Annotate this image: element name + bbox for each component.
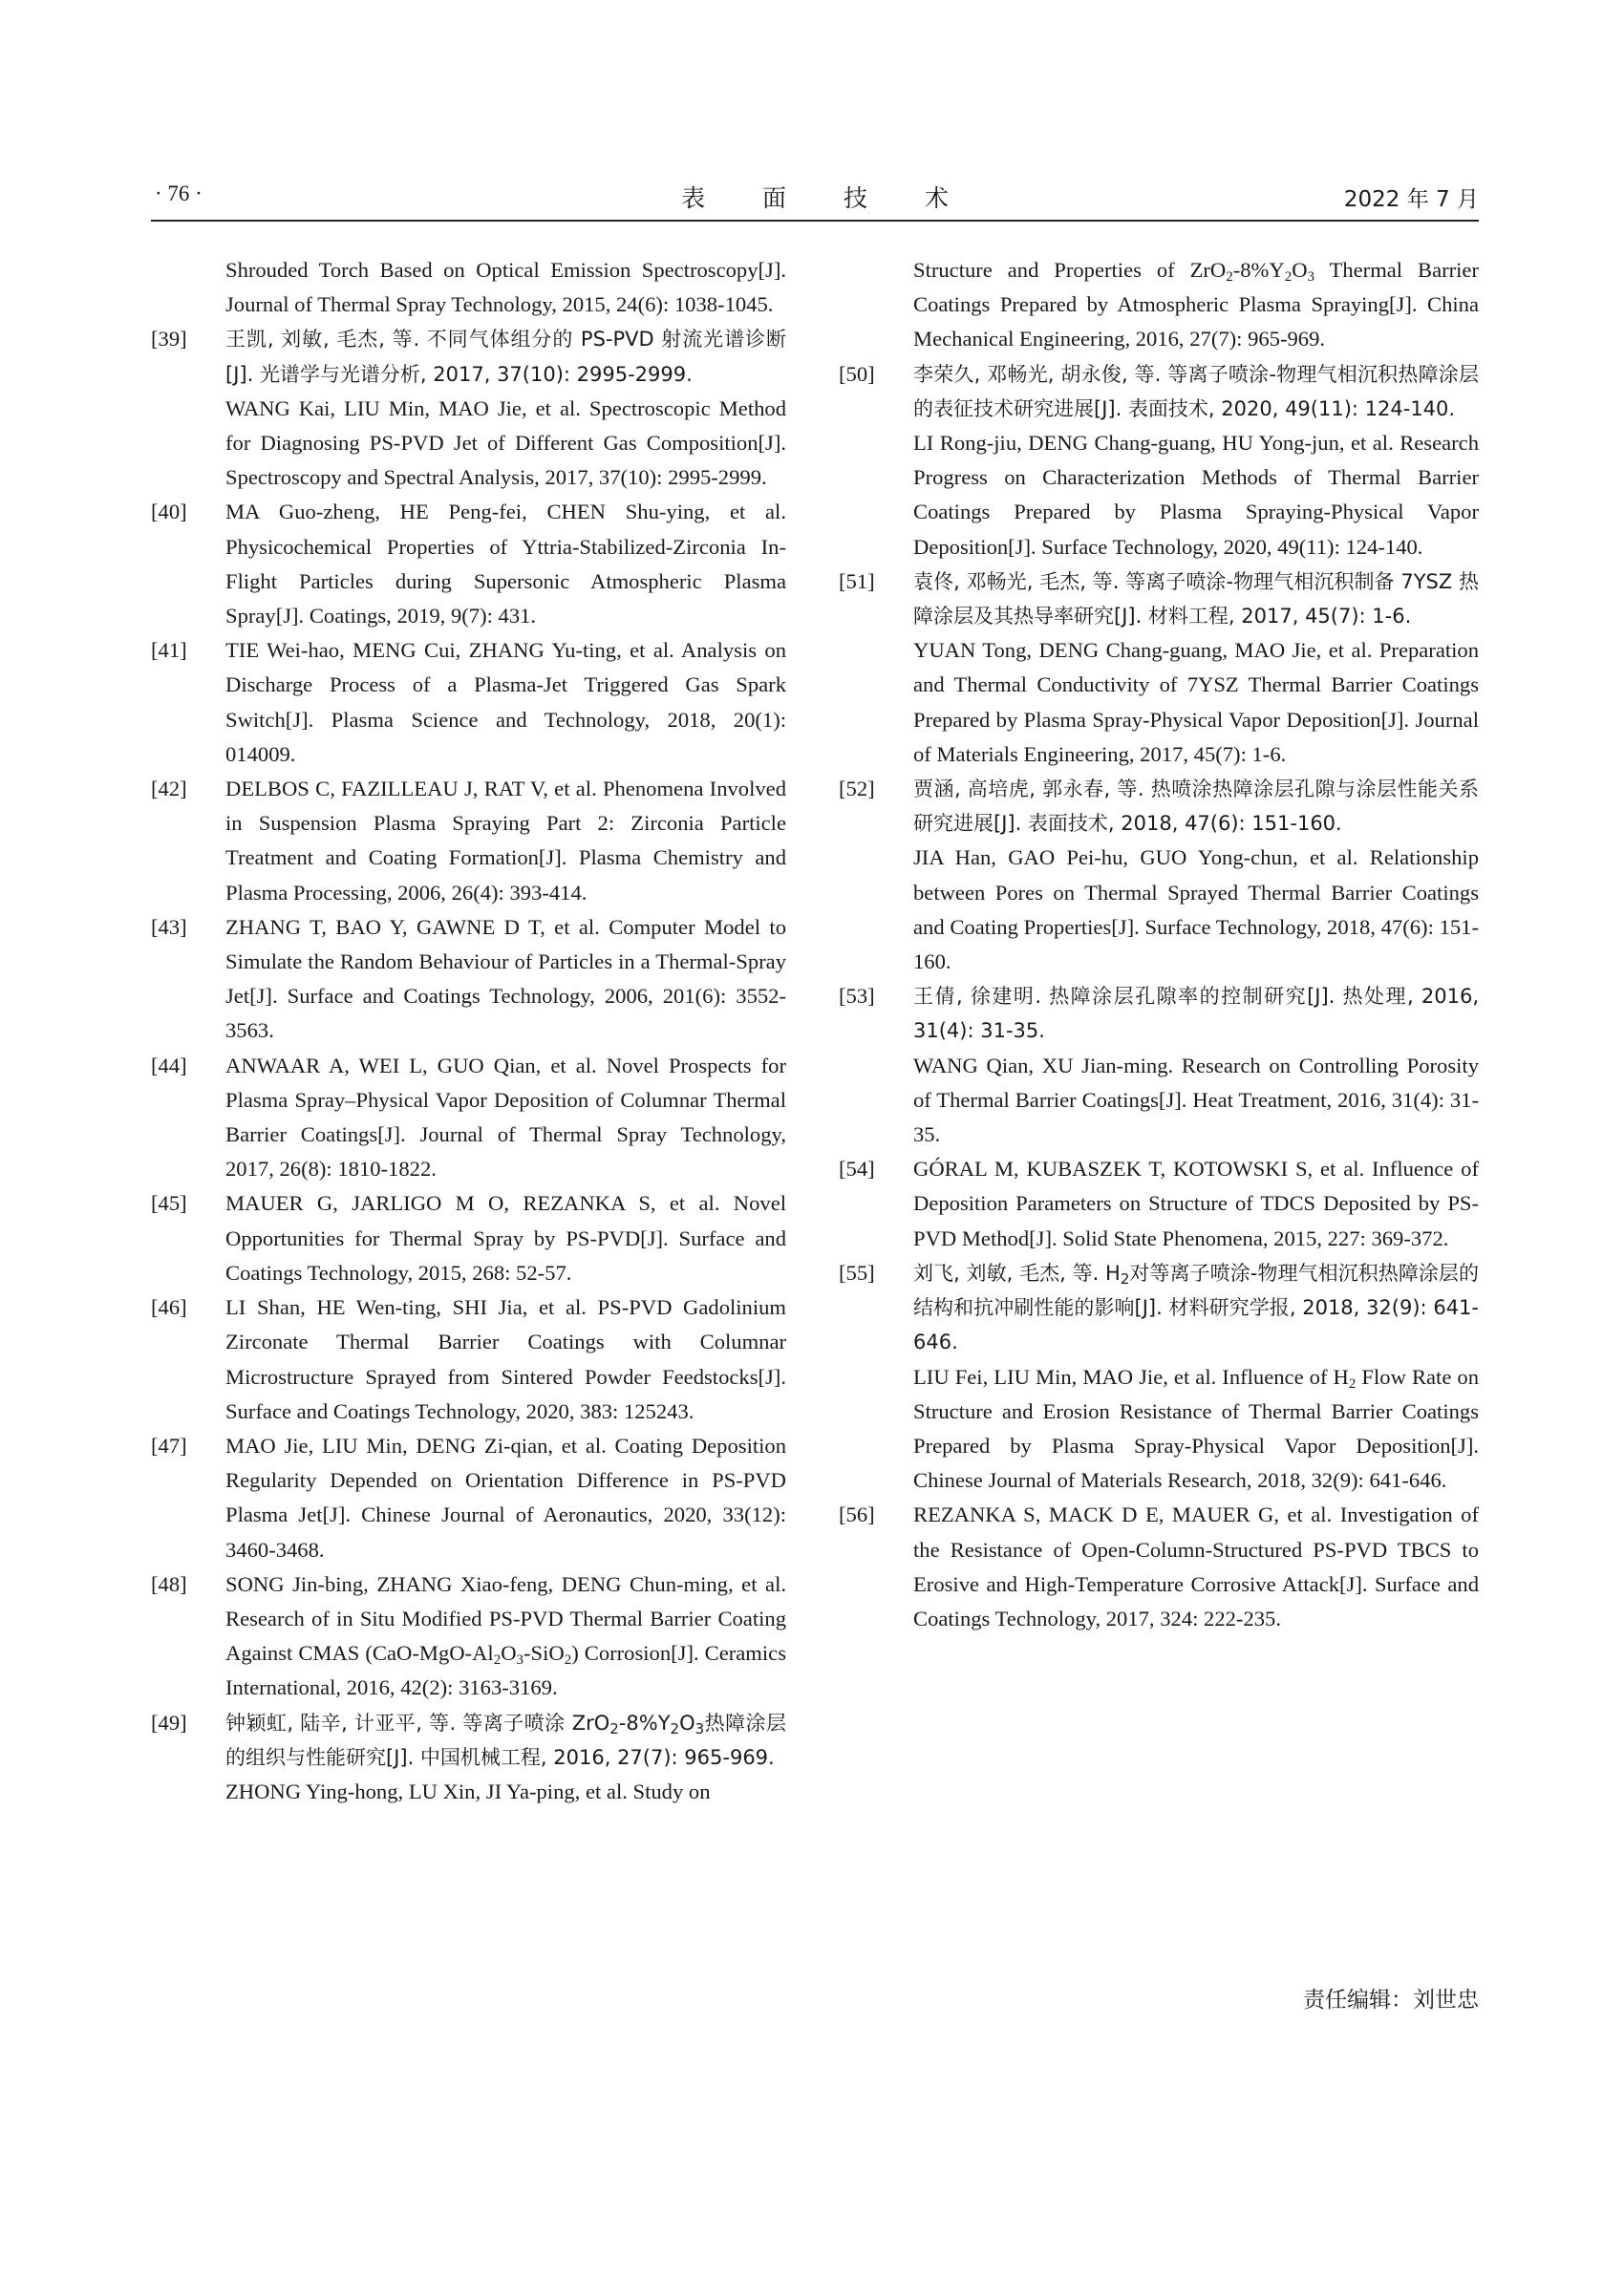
reference-cn: 贾涵, 高培虎, 郭永春, 等. 热喷涂热障涂层孔隙与涂层性能关系研究进展[J]. 表面技术, 2018, 47(6): 151-160. bbox=[913, 778, 1479, 836]
reference-en: LIU Fei, LIU Min, MAO Jie, et al. Influence of $H_2$ Flow Rate on Structure and Erosion Resistance of Thermal Barrier Coatings Prepared by Plasma Spray-Physical Vapor Deposition[J]. Chinese Journal of Materials Research, 2018, 32(9): 641-646. bbox=[913, 1364, 1480, 1493]
reference-number: [56] bbox=[839, 1502, 875, 1527]
reference-continuation: Structure and Properties of $ZrO_2-8\%Y_2O_3$ Thermal Barrier Coatings Prepared by Atmospheric Plasma Spraying[J]. China Mechanical Engineering, 2016, 27(7): 965-969. bbox=[913, 258, 1479, 352]
reference-en: WANG Kai, LIU Min, MAO Jie, et al. Spectroscopic Method for Diagnosing PS-PVD Jet of Different Gas Composition[J]. Spectroscopy and Spectral Analysis, 2017, 37(10): 2995-2999. bbox=[225, 395, 786, 490]
reference-en: DELBOS C, FAZILLEAU J, RAT V, et al. Phenomena Involved in Suspension Plasma Spraying Part 2: Zirconia Particle Treatment and Coating Formation[J]. Plasma Chemistry and Plasma Processing, 2006, 26(4): 393-414. bbox=[225, 777, 786, 905]
reference-number: [48] bbox=[151, 1571, 187, 1596]
reference-item bbox=[151, 910, 786, 1049]
reference-item bbox=[839, 1152, 1479, 1256]
reference-en: GÓRAL M, KUBASZEK T, KOTOWSKI S, et al. Influence of Deposition Parameters on Structure of TDCS Deposited by PS-PVD Method[J]. Solid State Phenomena, 2015, 227: 369-372. bbox=[913, 1157, 1479, 1250]
reference-en: ANWAAR A, WEI L, GUO Qian, et al. Novel Prospects for Plasma Spray–Physical Vapor Deposition of Columnar Thermal Barrier Coatings[J]. Journal of Thermal Spray Technology, 2017, 26(8): 1810-1822. bbox=[225, 1053, 786, 1182]
reference-item bbox=[151, 1049, 786, 1187]
reference-en: MAUER G, JARLIGO M O, REZANKA S, et al. Novel Opportunities for Thermal Spray by PS-PVD[J]. Surface and Coatings Technology, 2015, 268: 52-57. bbox=[225, 1191, 786, 1285]
reference-number: [52] bbox=[839, 777, 875, 801]
reference-item bbox=[839, 979, 1479, 1152]
reference-item bbox=[151, 772, 786, 910]
reference-number: [44] bbox=[151, 1053, 187, 1077]
reference-number: [50] bbox=[839, 361, 875, 386]
reference-cn: 刘飞, 刘敏, 毛杰, 等. $H_2$对等离子喷涂-物理气相沉积热障涂层的结构和抗冲刷性能的影响[J]. 材料研究学报, 2018, 32(9): 641-646. bbox=[913, 1261, 1479, 1354]
reference-item bbox=[839, 1498, 1479, 1636]
reference-number: [45] bbox=[151, 1191, 187, 1216]
reference-number: [49] bbox=[151, 1710, 187, 1735]
reference-item bbox=[151, 1186, 786, 1290]
reference-en: MA Guo-zheng, HE Peng-fei, CHEN Shu-ying, et al. Physicochemical Properties of Yttria-Stabilized-Zirconia In-Flight Particles during Supersonic Atmospheric Plasma Spray[J]. Coatings, 2019, 9(7): 431. bbox=[225, 500, 786, 629]
reference-item bbox=[151, 1706, 786, 1810]
reference-cn: 钟颖虹, 陆辛, 计亚平, 等. 等离子喷涂 $ZrO_2-8\%Y_2O_3$热障涂层的组织与性能研究[J]. 中国机械工程, 2016, 27(7): 965-969. bbox=[225, 1711, 786, 1769]
reference-number: [42] bbox=[151, 777, 187, 801]
reference-item bbox=[839, 565, 1479, 772]
reference-item bbox=[151, 495, 786, 633]
reference-item bbox=[839, 1256, 1479, 1498]
reference-item bbox=[151, 322, 786, 495]
issue-date: 2022 年 7 月 bbox=[1343, 187, 1479, 212]
reference-item bbox=[839, 357, 1479, 565]
reference-en: LI Shan, HE Wen-ting, SHI Jia, et al. PS-PVD Gadolinium Zirconate Thermal Barrier Coatings with Columnar Microstructure Sprayed from Sintered Powder Feedstocks[J]. Surface and Coatings Technology, 2020, 383: 125243. bbox=[225, 1295, 786, 1423]
reference-cn: 袁佟, 邓畅光, 毛杰, 等. 等离子喷涂-物理气相沉积制备 7YSZ 热障涂层及其热导率研究[J]. 材料工程, 2017, 45(7): 1-6. bbox=[913, 569, 1479, 629]
reference-en: TIE Wei-hao, MENG Cui, ZHANG Yu-ting, et al. Analysis on Discharge Process of a Plasma-Jet Triggered Gas Spark Switch[J]. Plasma Science and Technology, 2018, 20(1): 014009. bbox=[225, 638, 786, 766]
reference-number: [51] bbox=[839, 568, 875, 593]
page-number: · 76 · bbox=[155, 181, 203, 205]
journal-title: 表 面 技 术 bbox=[681, 184, 973, 212]
reference-item bbox=[151, 633, 786, 772]
reference-en: MAO Jie, LIU Min, DENG Zi-qian, et al. Coating Deposition Regularity Depended on Orientation Difference in PS-PVD Plasma Jet[J]. Chinese Journal of Aeronautics, 2020, 33(12): 3460-3468. bbox=[225, 1433, 786, 1562]
reference-cn: 李荣久, 邓畅光, 胡永俊, 等. 等离子喷涂-物理气相沉积热障涂层的表征技术研究进展[J]. 表面技术, 2020, 49(11): 124-140. bbox=[913, 362, 1479, 420]
reference-en: WANG Qian, XU Jian-ming. Research on Controlling Porosity of Thermal Barrier Coatings[J]. Heat Treatment, 2016, 31(4): 31-35. bbox=[913, 1053, 1479, 1147]
reference-item bbox=[151, 1429, 786, 1567]
reference-cn: 王倩, 徐建明. 热障涂层孔隙率的控制研究[J]. 热处理, 2016, 31(4): 31-35. bbox=[913, 985, 1479, 1043]
reference-number: [47] bbox=[151, 1433, 187, 1458]
reference-en: ZHONG Ying-hong, LU Xin, JI Ya-ping, et al. Study on bbox=[225, 1779, 711, 1803]
reference-column-left bbox=[151, 253, 786, 1809]
reference-item bbox=[151, 1290, 786, 1429]
running-header bbox=[151, 178, 1479, 222]
reference-number: [54] bbox=[839, 1157, 875, 1182]
reference-continuation: Shrouded Torch Based on Optical Emission Spectroscopy[J]. Journal of Thermal Spray Technology, 2015, 24(6): 1038-1045. bbox=[225, 258, 786, 317]
reference-number: [46] bbox=[151, 1295, 187, 1320]
reference-number: [43] bbox=[151, 914, 187, 939]
reference-number: [53] bbox=[839, 984, 875, 1009]
reference-en: JIA Han, GAO Pei-hu, GUO Yong-chun, et al. Relationship between Pores on Thermal Sprayed Thermal Barrier Coatings and Coating Properties[J]. Surface Technology, 2018, 47(6): 151-160. bbox=[913, 845, 1479, 974]
reference-number: [55] bbox=[839, 1260, 875, 1285]
reference-en: YUAN Tong, DENG Chang-guang, MAO Jie, et al. Preparation and Thermal Conductivity of 7YSZ Thermal Barrier Coatings Prepared by Plasma Spray-Physical Vapor Deposition[J]. Journal of Materials Engineering, 2017, 45(7): 1-6. bbox=[913, 638, 1479, 766]
reference-en: SONG Jin-bing, ZHANG Xiao-feng, DENG Chun-ming, et al. Research of in Situ Modified PS-PVD Thermal Barrier Coating Against CMAS $(CaO-MgO-Al_2O_3-SiO_2)$ Corrosion[J]. Ceramics International, 2016, 42(2): 3163-3169. bbox=[225, 1571, 786, 1700]
reference-cn: 王凯, 刘敏, 毛杰, 等. 不同气体组分的 PS-PVD 射流光谱诊断[J]. 光谱学与光谱分析, 2017, 37(10): 2995-2999. bbox=[225, 328, 786, 386]
reference-item bbox=[839, 772, 1479, 979]
reference-number: [39] bbox=[151, 327, 187, 352]
responsible-editor: 责任编辑：刘世忠 bbox=[1303, 1988, 1479, 2013]
reference-item bbox=[151, 1567, 786, 1706]
reference-en: REZANKA S, MACK D E, MAUER G, et al. Investigation of the Resistance of Open-Column-Structured PS-PVD TBCS to Erosive and High-Temperature Corrosive Attack[J]. Surface and Coatings Technology, 2017, 324: 222-235. bbox=[913, 1502, 1479, 1630]
reference-number: [40] bbox=[151, 500, 187, 524]
reference-en: ZHANG T, BAO Y, GAWNE D T, et al. Computer Model to Simulate the Random Behaviour of Particles in a Thermal-Spray Jet[J]. Surface and Coatings Technology, 2006, 201(6): 3552-3563. bbox=[225, 914, 786, 1043]
reference-column-right bbox=[839, 253, 1479, 1636]
reference-number: [41] bbox=[151, 638, 187, 663]
reference-en: LI Rong-jiu, DENG Chang-guang, HU Yong-jun, et al. Research Progress on Characterization Methods of Thermal Barrier Coatings Prepared by Plasma Spraying-Physical Vapor Deposition[J]. Surface Technology, 2020, 49(11): 124-140. bbox=[913, 431, 1479, 559]
